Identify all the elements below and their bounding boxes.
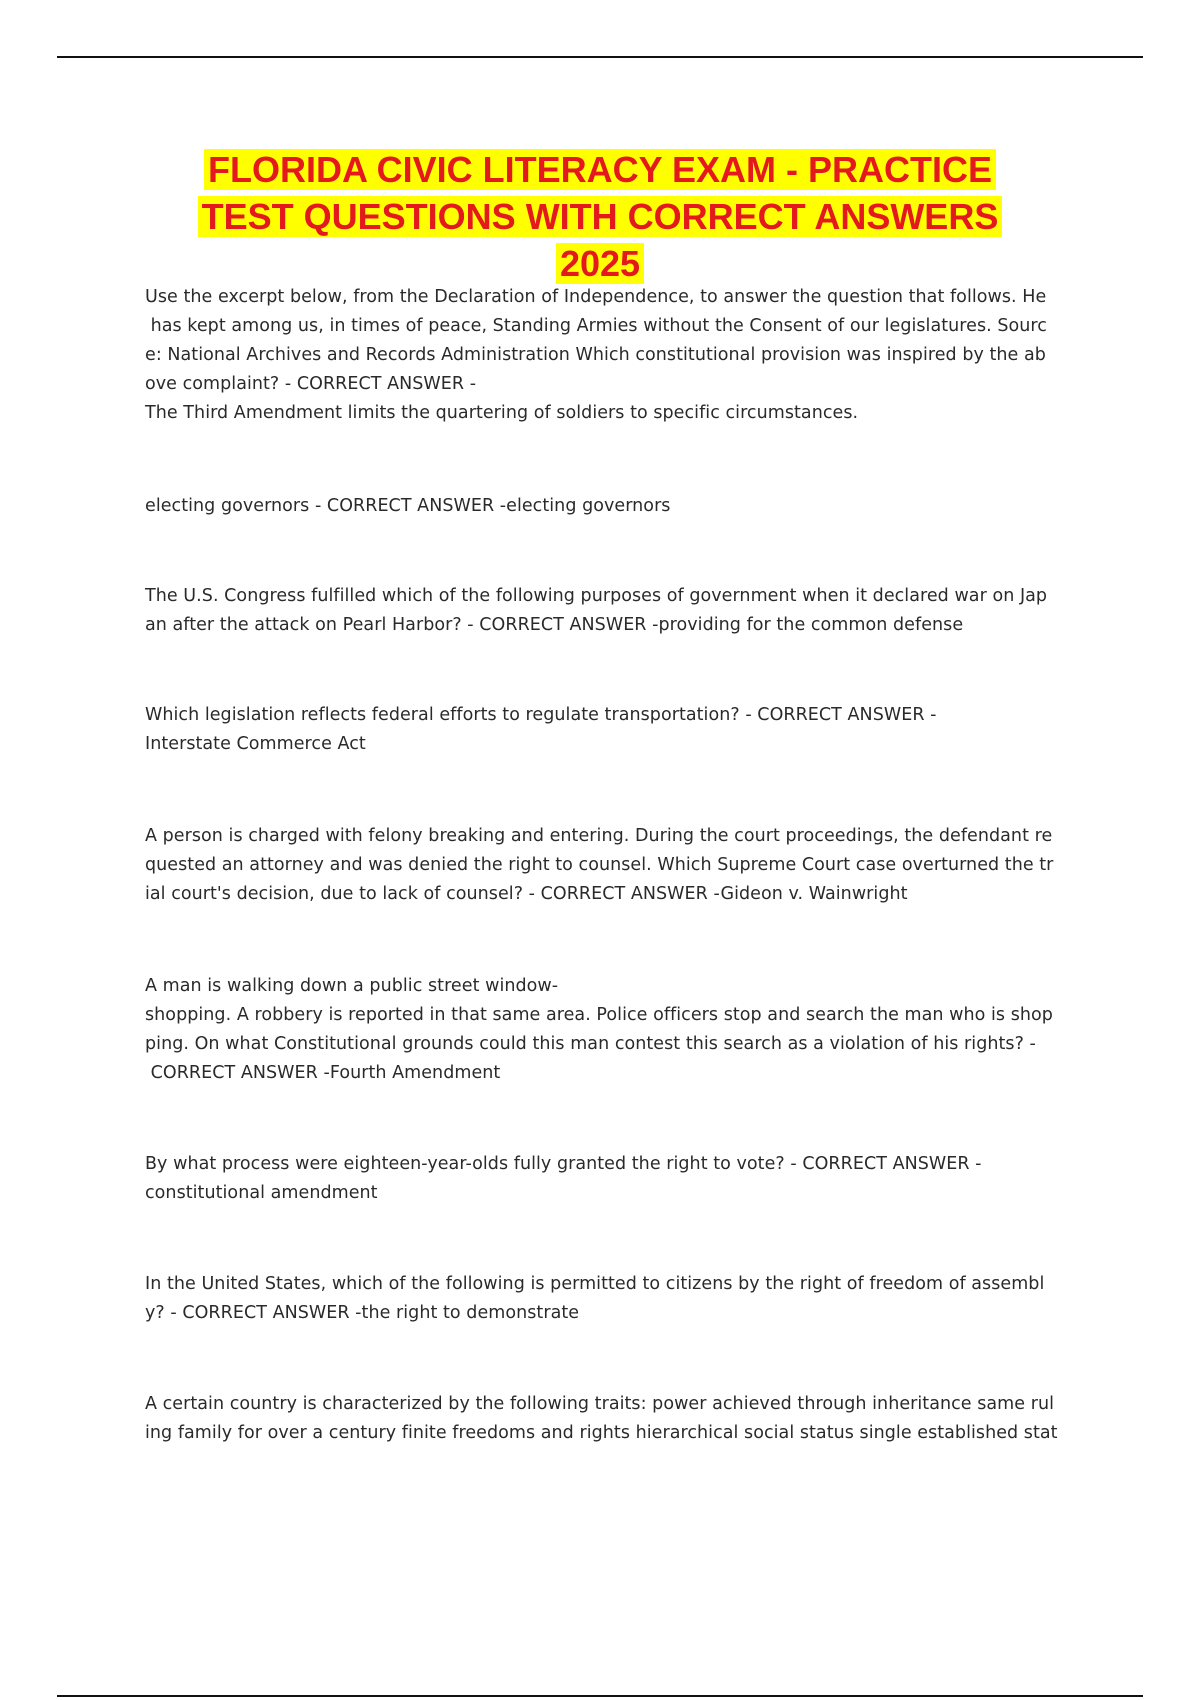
qa-item-3 [145, 582, 1090, 640]
qa-line: The U.S. Congress fulfilled which of the following purposes of government when it declared war on Jap [145, 586, 1048, 606]
qa-item-8 [145, 1270, 1090, 1328]
qa-line: A person is charged with felony breaking and entering. During the court proceedings, the defendant re [145, 826, 1053, 846]
qa-line: ping. On what Constitutional grounds could this man contest this search as a violation of his rights? - [145, 1034, 1036, 1054]
qa-line: y? - CORRECT ANSWER -the right to demonstrate [145, 1303, 580, 1323]
qa-line: A man is walking down a public street window- [145, 976, 559, 996]
qa-line: ove complaint? - CORRECT ANSWER - [145, 374, 477, 394]
bottom-rule [57, 1695, 1143, 1697]
qa-line: has kept among us, in times of peace, Standing Armies without the Consent of our legislatures. Sourc [145, 316, 1047, 336]
qa-item-1 [145, 283, 1090, 428]
qa-line: In the United States, which of the following is permitted to citizens by the right of freedom of assembl [145, 1274, 1045, 1294]
qa-line: ing family for over a century finite freedoms and rights hierarchical social status single established stat [145, 1423, 1058, 1443]
qa-line: quested an attorney and was denied the right to counsel. Which Supreme Court case overturned the tr [145, 855, 1054, 875]
qa-item-2 [145, 492, 1090, 521]
qa-item-4 [145, 701, 1090, 759]
qa-item-7 [145, 1150, 1090, 1208]
qa-item-6 [145, 972, 1090, 1088]
qa-item-9 [145, 1390, 1090, 1448]
qa-line: shopping. A robbery is reported in that same area. Police officers stop and search the man who is shop [145, 1005, 1053, 1025]
qa-line: By what process were eighteen-year-olds fully granted the right to vote? - CORRECT ANSWER - [145, 1154, 982, 1174]
title-line-2: TEST QUESTIONS WITH CORRECT ANSWERS [198, 196, 1003, 237]
title-line-1: FLORIDA CIVIC LITERACY EXAM - PRACTICE [204, 149, 996, 190]
page-title [0, 146, 1200, 287]
qa-line: The Third Amendment limits the quartering of soldiers to specific circumstances. [145, 403, 859, 423]
title-line-3: 2025 [556, 243, 644, 284]
qa-line: CORRECT ANSWER -Fourth Amendment [145, 1063, 501, 1083]
qa-line: A certain country is characterized by the following traits: power achieved through inheritance same rul [145, 1394, 1055, 1414]
qa-line: ial court's decision, due to lack of counsel? - CORRECT ANSWER -Gideon v. Wainwright [145, 884, 908, 904]
qa-line: an after the attack on Pearl Harbor? - CORRECT ANSWER -providing for the common defense [145, 615, 964, 635]
top-rule [57, 56, 1143, 58]
qa-line: Use the excerpt below, from the Declaration of Independence, to answer the question that follows. He [145, 287, 1047, 307]
qa-item-5 [145, 822, 1090, 909]
qa-line: electing governors - CORRECT ANSWER -electing governors [145, 496, 671, 516]
qa-line: constitutional amendment [145, 1183, 378, 1203]
qa-line: e: National Archives and Records Administration Which constitutional provision was inspired by the ab [145, 345, 1046, 365]
qa-line: Interstate Commerce Act [145, 734, 366, 754]
qa-line: Which legislation reflects federal efforts to regulate transportation? - CORRECT ANSWER - [145, 705, 937, 725]
